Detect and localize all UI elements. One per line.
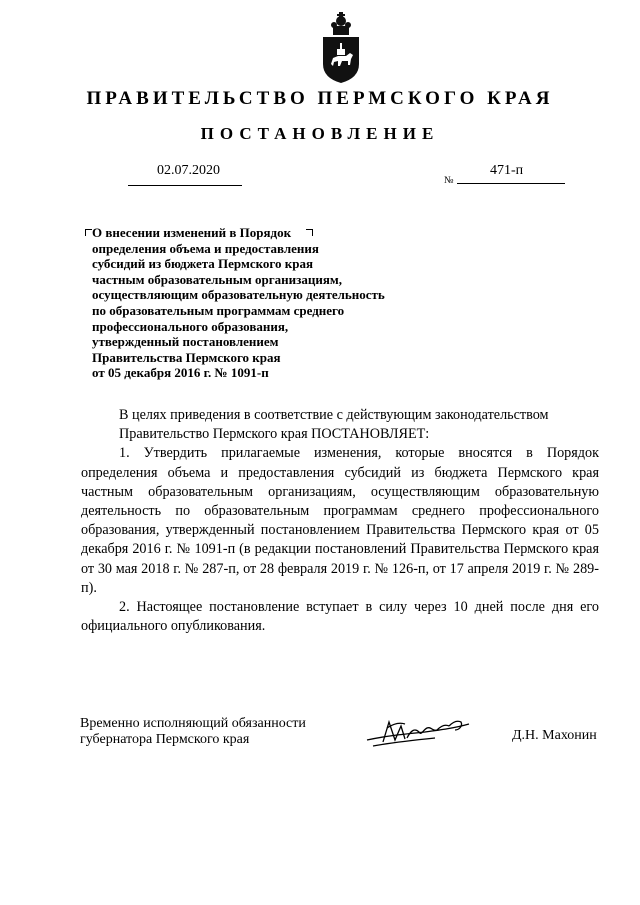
preamble-line-2: Правительство Пермского края ПОСТАНОВЛЯЕТ:	[119, 426, 430, 443]
body-item-1: 1. Утвердить прилагаемые изменения, которые вносятся в Порядок определения объема и предоставления субсидий из бюджета Пермского края частным образовательным организациям, осуществляющим образовательную деятельность по образовательным программам среднего профессионального образования, утвержденный постановлением Правительства Пермского края от 05 декабря 2016 г. № 1091-п (в редакции постановлений Правительства Пермского края от 30 мая 2018 г. № 287-п, от 28 февраля 2019 г. № 126-п, от 17 апреля 2019 г. № 289-п).	[81, 445, 599, 596]
subject-line: от 05 декабря 2016 г. № 1091-п	[92, 365, 269, 381]
subject-line: Правительства Пермского края	[92, 349, 281, 365]
document-subject	[92, 225, 452, 381]
government-title: ПРАВИТЕЛЬСТВО ПЕРМСКОГО КРАЯ	[86, 88, 554, 109]
subject-line: определения объема и предоставления	[92, 240, 319, 256]
signatory-title	[80, 716, 350, 748]
body-item-2: 2. Настоящее постановление вступает в силу через 10 дней после дня его официального опубликования.	[81, 599, 599, 635]
subject-line: осуществляющим образовательную деятельность	[92, 287, 385, 303]
date-underline	[128, 185, 242, 186]
subject-line: субсидий из бюджета Пермского края	[92, 256, 313, 272]
signatory-title-line-1: Временно исполняющий обязанности	[80, 716, 306, 731]
signatory-title-line-2: губернатора Пермского края	[80, 732, 250, 747]
document-number: 471-п	[490, 163, 524, 178]
document-date: 02.07.2020	[157, 163, 220, 178]
subject-line: частным образовательным организациям,	[92, 271, 342, 287]
document-body	[81, 406, 599, 636]
number-sign: №	[444, 175, 454, 186]
number-underline	[457, 183, 565, 184]
subject-line: профессионального образования,	[92, 318, 289, 334]
signatory-name: Д.Н. Махонин	[512, 728, 597, 743]
subject-line: утвержденный постановлением	[92, 334, 279, 350]
document-type: ПОСТАНОВЛЕНИЕ	[200, 124, 440, 143]
subject-corner-left	[85, 229, 92, 236]
coat-of-arms-icon	[320, 12, 362, 84]
handwritten-signature-icon	[365, 712, 475, 754]
subject-line: О внесении изменений в Порядок	[92, 225, 292, 240]
preamble-line-1: В целях приведения в соответствие с действующим законодательством	[119, 407, 549, 423]
subject-line: по образовательным программам среднего	[92, 302, 345, 318]
